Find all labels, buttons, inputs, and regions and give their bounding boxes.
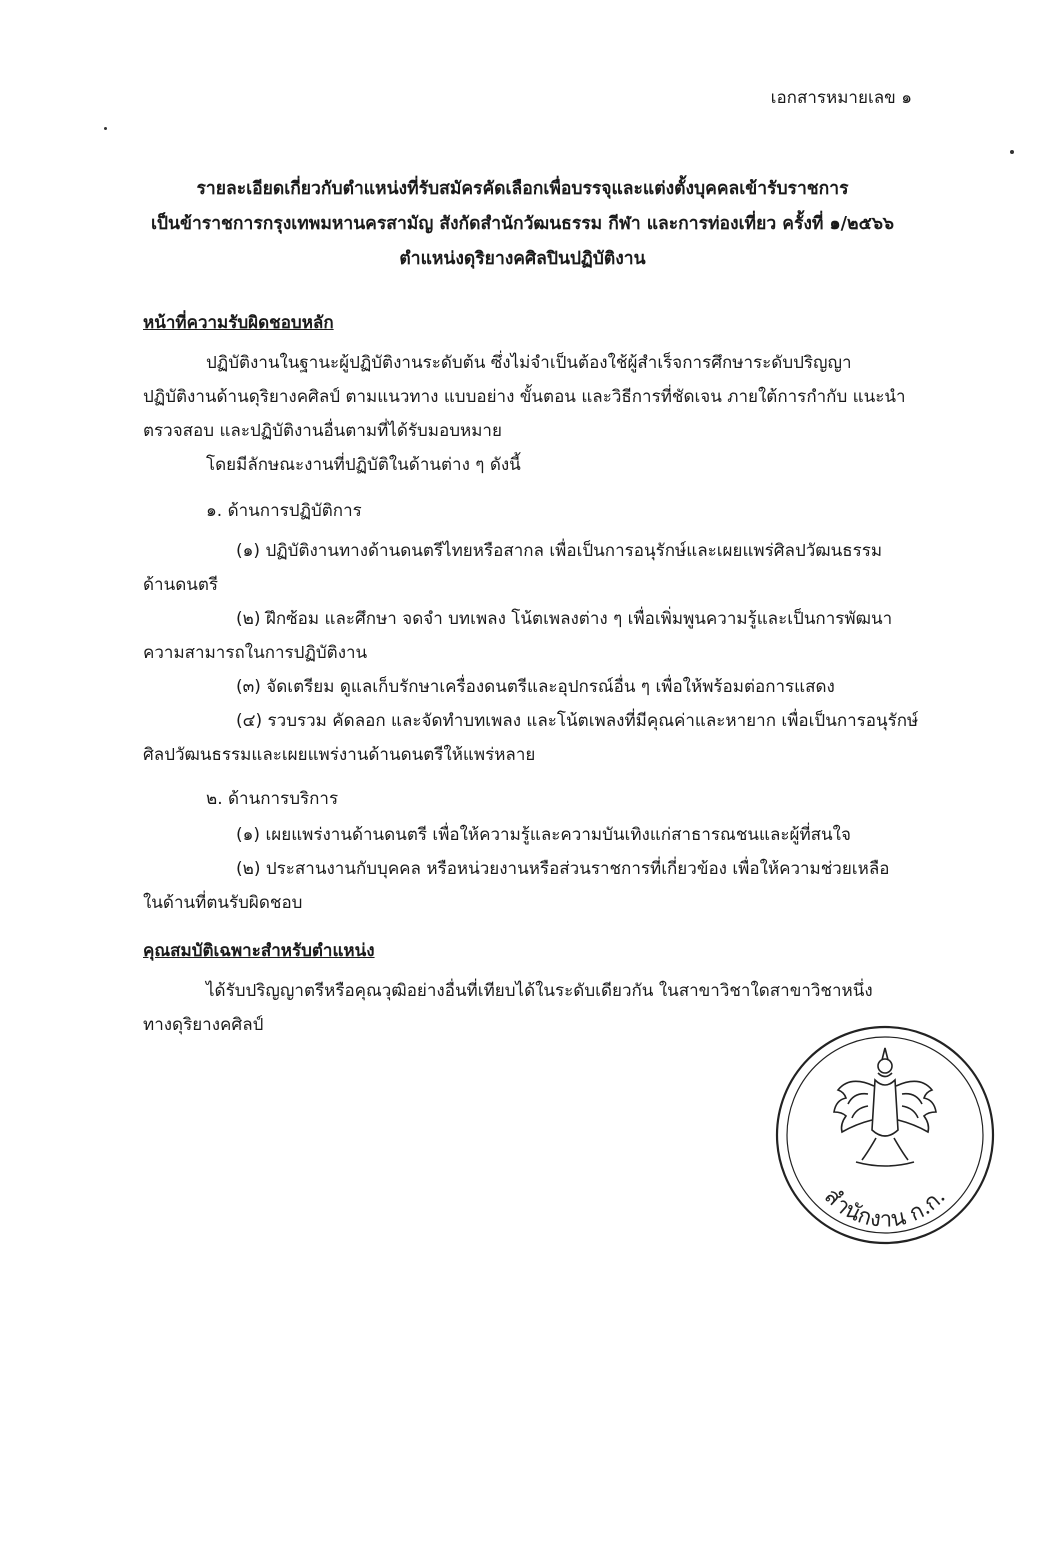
title-line-1: รายละเอียดเกี่ยวกับตำแหน่งที่รับสมัครคัดเลือกเพื่อบรรจุและแต่งตั้งบุคคลเข้ารับราชการ — [196, 179, 849, 199]
section-1-item-1-cont: ด้านดนตรี — [143, 575, 219, 595]
section-2-item-1: (๑) เผยแพร่งานด้านดนตรี เพื่อให้ความรู้และความบันเทิงแก่สาธารณชนและผู้ที่สนใจ — [236, 825, 851, 845]
duties-heading: หน้าที่ความรับผิดชอบหลัก — [143, 313, 334, 333]
section-1-item-4-cont: ศิลปวัฒนธรรมและเผยแพร่งานด้านดนตรีให้แพร่หลาย — [143, 745, 536, 765]
section-1-items — [143, 534, 958, 772]
seal-text: สำนักงาน ก.ก. — [819, 1183, 951, 1233]
duties-intro — [143, 346, 958, 482]
section-2-title: ๒. ด้านการบริการ — [206, 789, 339, 809]
scan-speck — [104, 127, 107, 130]
duties-intro-line-2: ปฏิบัติงานด้านดุริยางคศิลป์ ตามแนวทาง แบบอย่าง ขั้นตอน และวิธีการที่ชัดเจน ภายใต้การกำกับ แนะนำ — [143, 387, 906, 407]
garuda-emblem-icon — [834, 1048, 936, 1166]
document-body — [143, 308, 958, 1042]
section-1-item-1: (๑) ปฏิบัติงานทางด้านดนตรีไทยหรือสากล เพื่อเป็นการอนุรักษ์และเผยแพร่ศิลปวัฒนธรรม — [236, 541, 883, 561]
section-2-item-2-cont: ในด้านที่ตนรับผิดชอบ — [143, 893, 303, 913]
duties-intro-line-3: ตรวจสอบ และปฏิบัติงานอื่นตามที่ได้รับมอบหมาย — [143, 421, 502, 441]
section-1-item-3: (๓) จัดเตรียม ดูแลเก็บรักษาเครื่องดนตรีและอุปกรณ์อื่น ๆ เพื่อให้พร้อมต่อการแสดง — [236, 677, 835, 697]
section-2-item-2: (๒) ประสานงานกับบุคคล หรือหน่วยงานหรือส่วนราชการที่เกี่ยวข้อง เพื่อให้ความช่วยเหลือ — [236, 859, 890, 879]
section-1-item-2-cont: ความสามารถในการปฏิบัติงาน — [143, 643, 368, 663]
duties-intro-line-1: ปฏิบัติงานในฐานะผู้ปฏิบัติงานระดับต้น ซึ่งไม่จำเป็นต้องใช้ผู้สำเร็จการศึกษาระดับปริญญา — [206, 353, 852, 373]
qualifications-line-2: ทางดุริยางคศิลป์ — [143, 1015, 264, 1035]
document-number: เอกสารหมายเลข ๑ — [770, 88, 912, 108]
section-1-title: ๑. ด้านการปฏิบัติการ — [206, 501, 362, 521]
scan-speck — [1010, 150, 1014, 154]
official-seal — [770, 1020, 1000, 1250]
section-1-item-4: (๔) รวบรวม คัดลอก และจัดทำบทเพลง และโน้ตเพลงที่มีคุณค่าและหายาก เพื่อเป็นการอนุรักษ์ — [236, 711, 919, 731]
qualifications-heading: คุณสมบัติเฉพาะสำหรับตำแหน่ง — [143, 941, 375, 961]
qualifications-line-1: ได้รับปริญญาตรีหรือคุณวุฒิอย่างอื่นที่เทียบได้ในระดับเดียวกัน ในสาขาวิชาใดสาขาวิชาหนึ่ง — [206, 981, 873, 1001]
document-title-block — [0, 172, 1045, 277]
title-line-3: ตำแหน่งดุริยางคศิลปินปฏิบัติงาน — [399, 249, 646, 269]
section-1-item-2: (๒) ฝึกซ้อม และศึกษา จดจำ บทเพลง โน้ตเพลงต่าง ๆ เพื่อเพิ่มพูนความรู้และเป็นการพัฒนา — [236, 609, 893, 629]
title-line-2: เป็นข้าราชการกรุงเทพมหานครสามัญ สังกัดสำนักวัฒนธรรม กีฬา และการท่องเที่ยว ครั้งที่ ๑/๒๕๖๖ — [150, 214, 895, 234]
duties-lead: โดยมีลักษณะงานที่ปฏิบัติในด้านต่าง ๆ ดังนี้ — [206, 455, 521, 475]
section-2-items — [143, 818, 958, 920]
